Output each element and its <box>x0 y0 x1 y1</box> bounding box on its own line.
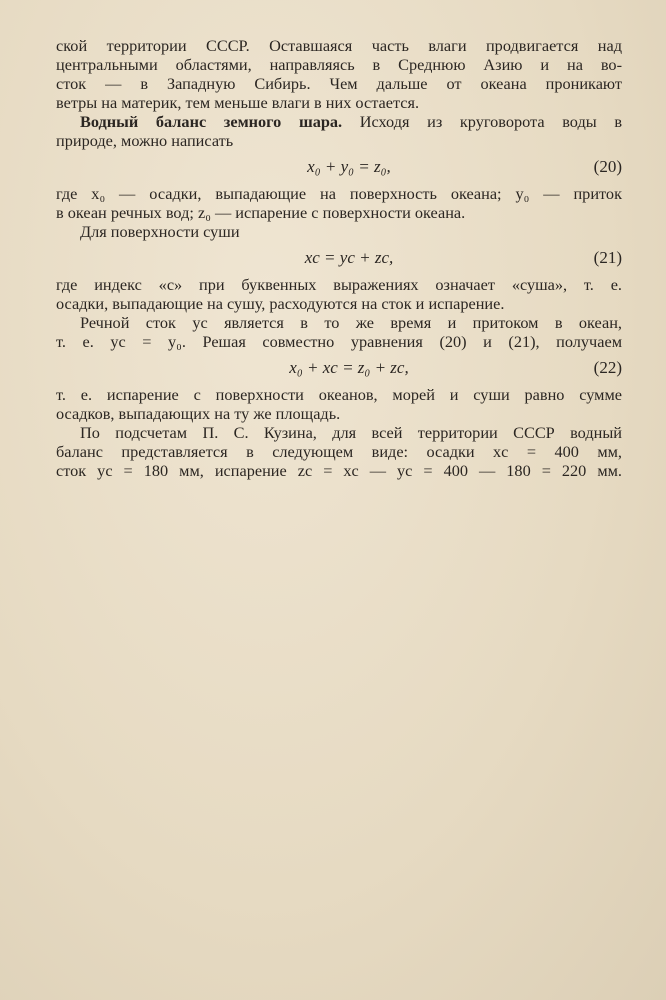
equation-22 <box>56 351 622 385</box>
text-fragment: Исходя из круговорота воды в <box>342 112 623 131</box>
text-line: центральными областями, направляясь в Среднюю Азию и на во- <box>56 55 622 74</box>
text-line: сток yс = 180 мм, испарение zс = xс — yс = 400 — 180 = 220 мм. <box>56 461 622 480</box>
equation-formula: x₀ + y₀ = z₀, <box>307 157 391 176</box>
text-line: т. е. yс = y₀. Решая совместно уравнения (20) и (21), получаем <box>56 332 622 351</box>
text-line: природе, можно написать <box>56 131 234 150</box>
text-line: где индекс «с» при буквенных выражениях означает «суша», т. е. <box>56 275 622 294</box>
text-line <box>56 112 622 131</box>
equation-formula: xс = yс + zс, <box>304 248 394 267</box>
text-line: Для поверхности суши <box>80 222 240 241</box>
text-line: ской территории СССР. Оставшаяся часть влаги продвигается над <box>56 36 622 55</box>
equation-number: (21) <box>593 248 622 267</box>
section-heading: Водный баланс земного шара. <box>80 112 343 131</box>
text-line: в океан речных вод; z₀ — испарение с поверхности океана. <box>56 203 466 222</box>
equation-21 <box>56 241 622 275</box>
equation-number: (20) <box>593 157 622 176</box>
text-line: т. е. испарение с поверхности океанов, морей и суши равно сумме <box>56 385 622 404</box>
equation-number: (22) <box>593 358 622 377</box>
text-line: сток — в Западную Сибирь. Чем дальше от океана проникают <box>56 74 622 93</box>
text-line: баланс представляется в следующем виде: осадки xс = 400 мм, <box>56 442 622 461</box>
text-line: Речной сток yс является в то же время и притоком в океан, <box>80 313 622 332</box>
text-line: где x₀ — осадки, выпадающие на поверхность океана; y₀ — приток <box>56 184 622 203</box>
equation-formula: x₀ + xс = z₀ + zс, <box>289 358 409 377</box>
text-line: ветры на материк, тем меньше влаги в них остается. <box>56 93 420 112</box>
text-line: По подсчетам П. С. Кузина, для всей территории СССР водный <box>80 423 622 442</box>
equation-20 <box>56 150 622 184</box>
text-line: осадки, выпадающие на сушу, расходуются на сток и испарение. <box>56 294 505 313</box>
text-line: осадков, выпадающих на ту же площадь. <box>56 404 341 423</box>
